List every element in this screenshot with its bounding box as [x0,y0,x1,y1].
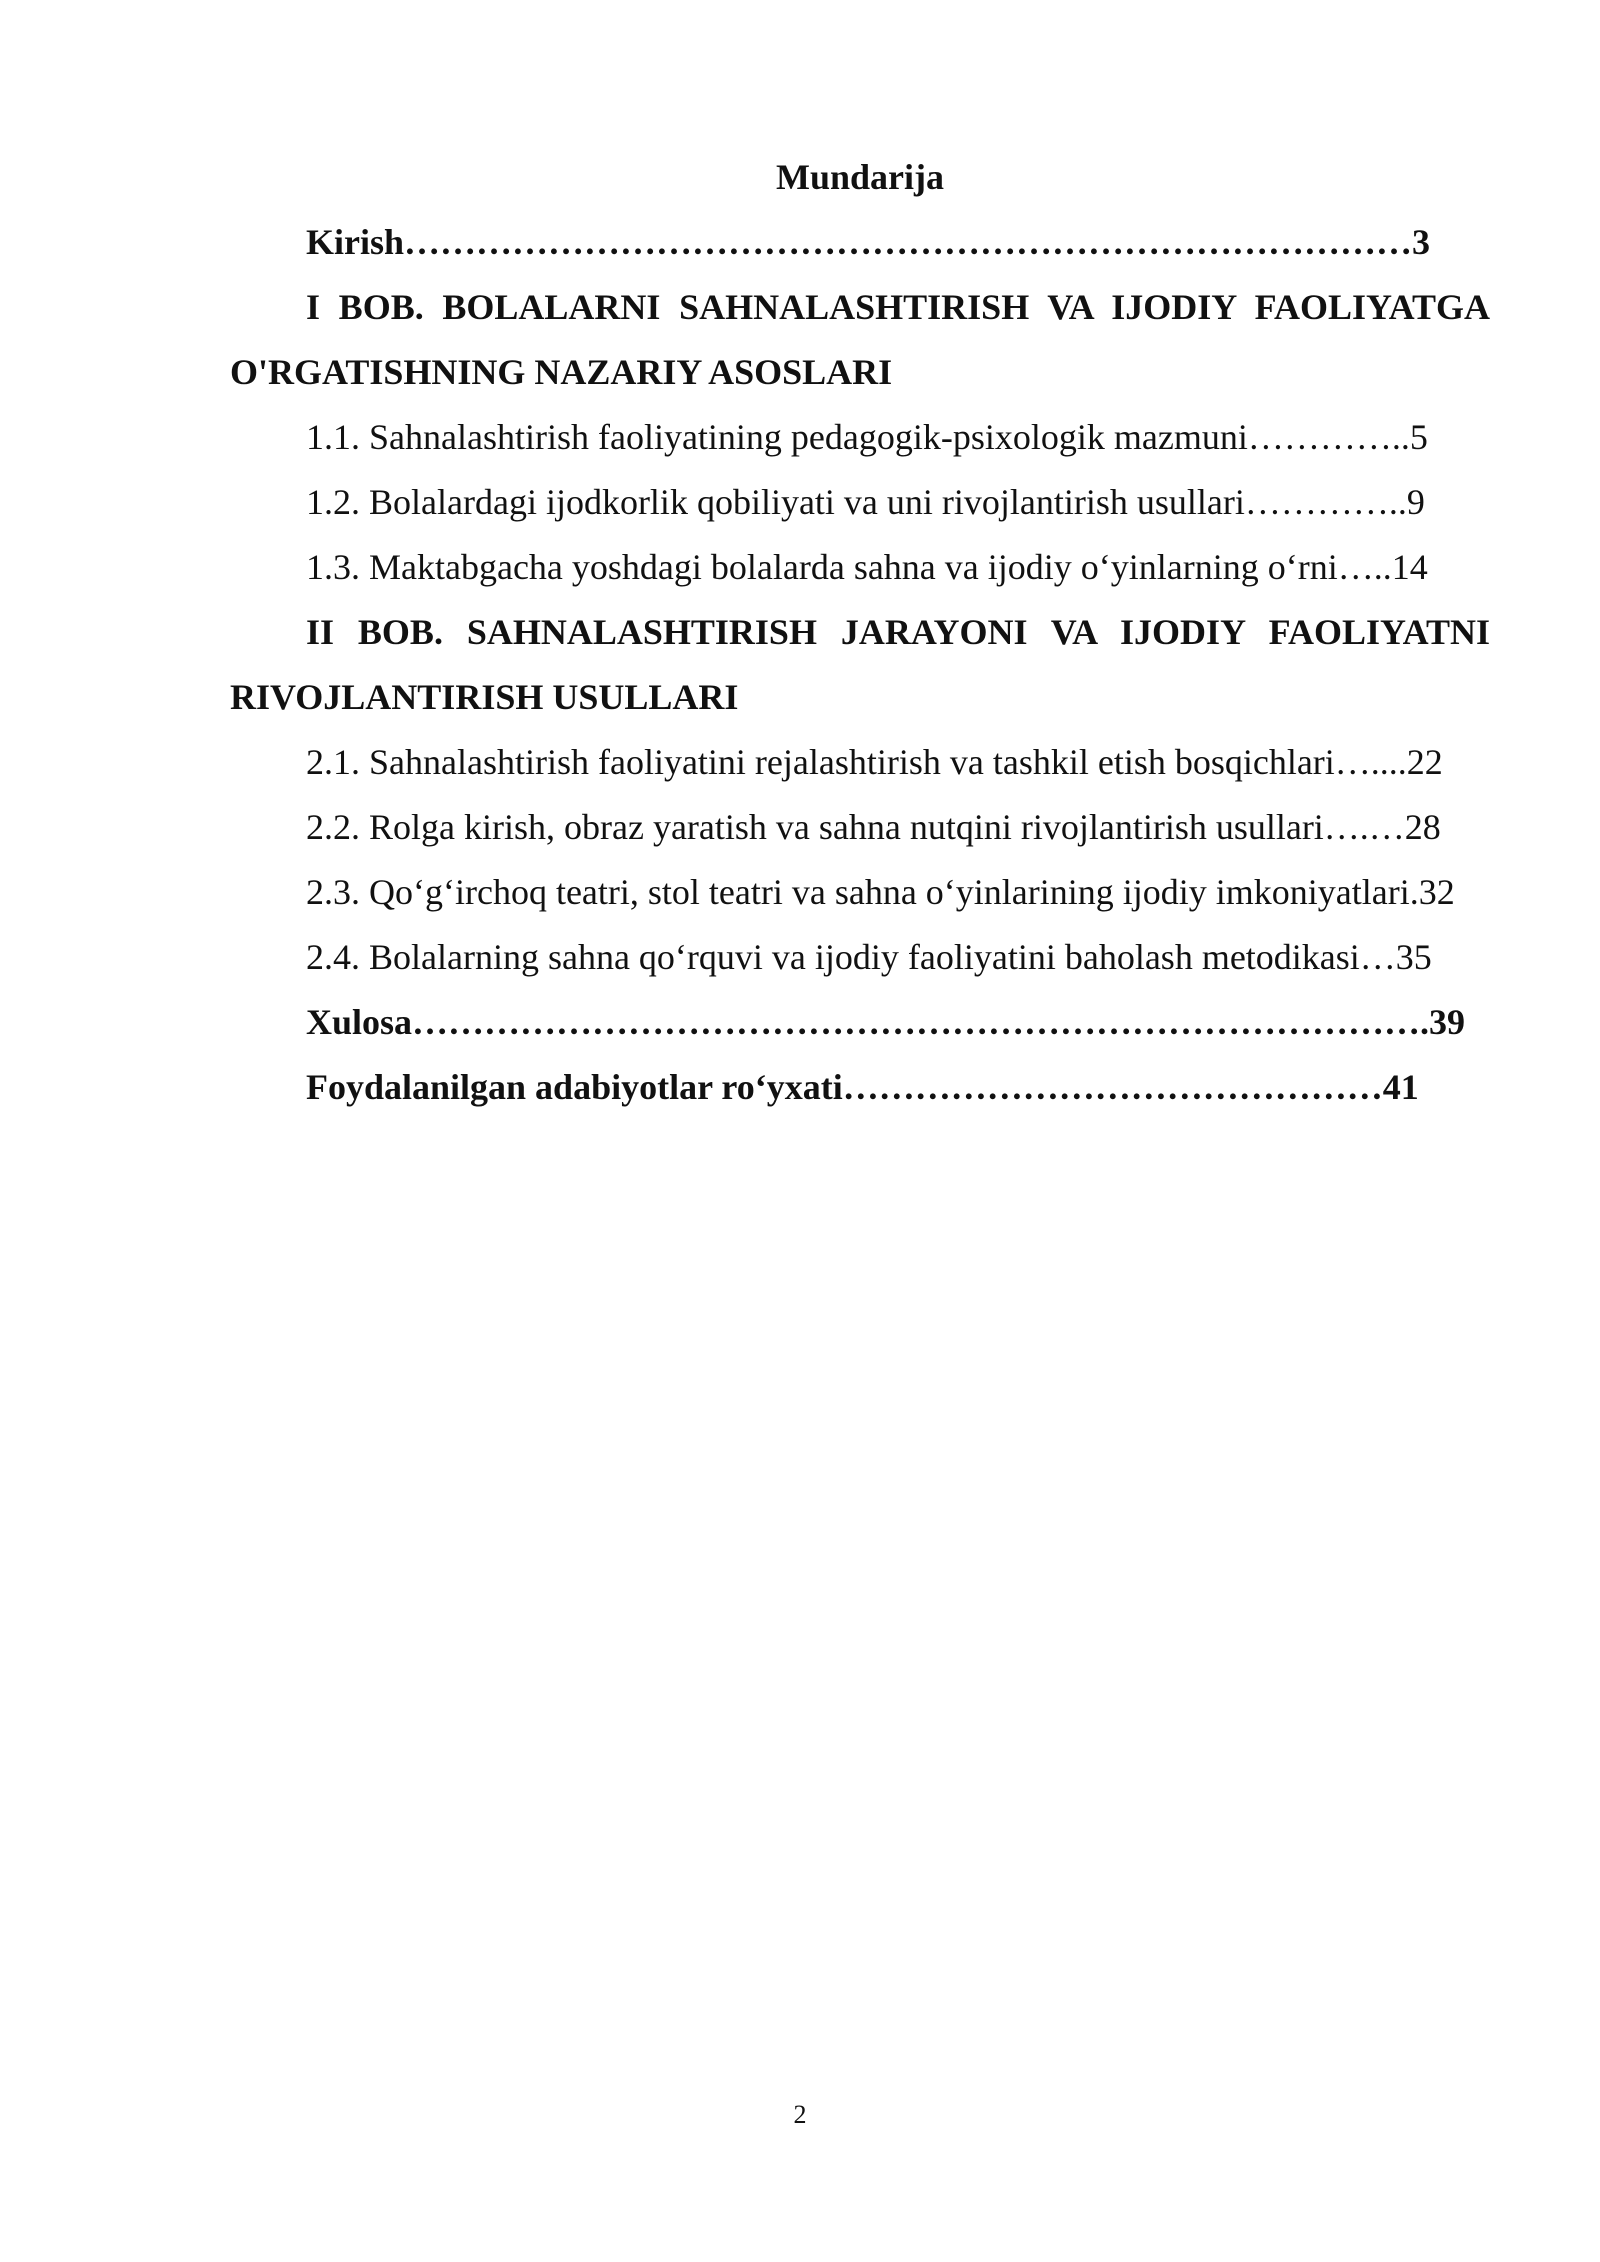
toc-entry-section-2-2: 2.2. Rolga kirish, obraz yaratish va sahna nutqini rivojlantirish usullari….…28 [306,807,1441,847]
toc-entry-conclusion: Xulosa………………………………………………………………………….39 [306,1002,1466,1042]
toc-entry-chapter-1: I BOB. BOLALARNI SAHNALASHTIRISH VA IJODIY FAOLIYATGA O'RGATISHNING NAZARIY ASOSLARI [230,287,1490,392]
toc-entry-section-2-1: 2.1. Sahnalashtirish faoliyatini rejalashtirish va tashkil etish bosqichlari…....22 [306,742,1443,782]
page-number: 2 [793,2100,807,2129]
toc-entry-introduction: Kirish…………………………………………………………………………3 [306,222,1431,262]
toc-entry-chapter-2: II BOB. SAHNALASHTIRISH JARAYONI VA IJODIY FAOLIYATNI RIVOJLANTIRISH USULLARI [230,612,1490,717]
toc-title: Mundarija [775,157,944,197]
toc-entry-section-1-3: 1.3. Maktabgacha yoshdagi bolalarda sahna va ijodiy o‘yinlarning o‘rni…..14 [306,547,1428,587]
toc-entry-section-1-2: 1.2. Bolalardagi ijodkorlik qobiliyati va uni rivojlantirish usullari…………..9 [306,482,1425,522]
toc-entry-section-2-3: 2.3. Qo‘g‘irchoq teatri, stol teatri va sahna o‘yinlarining ijodiy imkoniyatlari.32 [306,872,1455,912]
toc-entry-section-1-1: 1.1. Sahnalashtirish faoliyatining pedagogik-psixologik mazmuni…………..5 [306,417,1428,457]
table-of-contents [230,145,1490,1120]
toc-entry-section-2-4: 2.4. Bolalarning sahna qo‘rquvi va ijodiy faoliyatini baholash metodikasi…35 [306,937,1432,977]
toc-entry-bibliography: Foydalanilgan adabiyotlar ro‘yxati………………………………………41 [306,1067,1419,1107]
